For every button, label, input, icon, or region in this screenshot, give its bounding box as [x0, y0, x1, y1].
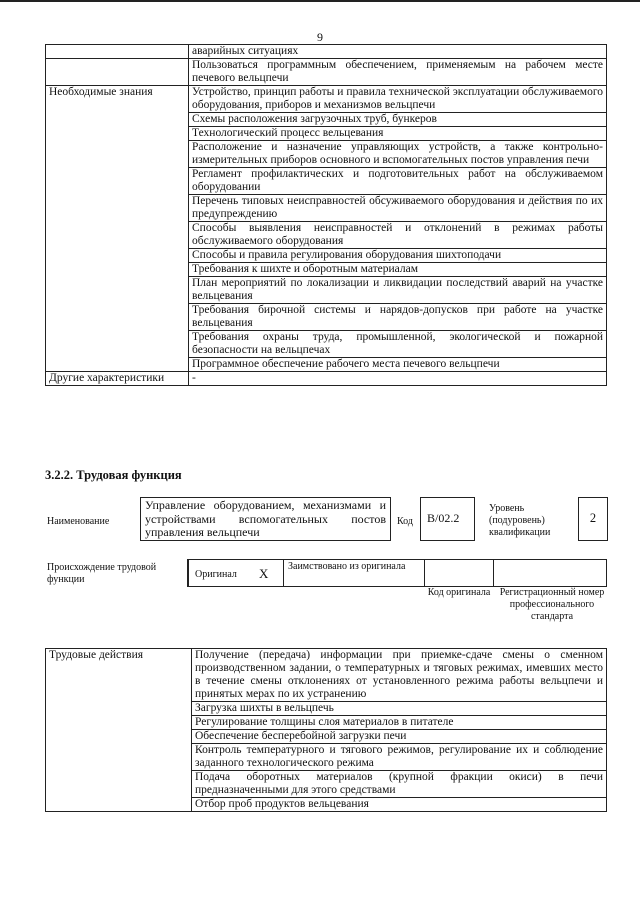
- knowledge-item: Способы и правила регулирования оборудования шихтоподачи: [189, 249, 607, 263]
- actions-label: Трудовые действия: [46, 649, 192, 812]
- action-item: Регулирование толщины слоя материалов в питателе: [192, 716, 607, 730]
- borrowed-label: Заимствовано из оригинала: [288, 561, 406, 572]
- reg-number-label: Регистрационный номер профессионального стандарта: [499, 587, 605, 622]
- knowledge-item: Требования охраны труда, промышленной, экологической и пожарной безопасности на вельцпечах: [189, 331, 607, 358]
- skill-cell: аварийных ситуациях: [189, 45, 607, 59]
- knowledge-item: Программное обеспечение рабочего места печевого вельцпечи: [189, 358, 607, 372]
- action-item: Подача оборотных материалов (крупной фракции окиси) в печи предназначенными для этого средствами: [192, 771, 607, 798]
- knowledge-table: [45, 44, 607, 386]
- section-heading: 3.2.2. Трудовая функция: [45, 468, 182, 482]
- origin-label: Происхождение трудовой функции: [47, 562, 157, 585]
- action-item: Загрузка шихты в вельцпечь: [192, 702, 607, 716]
- function-code: B/02.2: [420, 497, 475, 541]
- page-number: 9: [317, 30, 323, 44]
- original-cell: [188, 559, 284, 587]
- original-label: Оригинал: [195, 569, 237, 580]
- other-characteristics-label: Другие характеристики: [46, 372, 189, 386]
- action-item: Обеспечение бесперебойной загрузки печи: [192, 730, 607, 744]
- action-item: Получение (передача) информации при приемке-сдаче смены о сменном производственном задании, о температурных и тяговых режимах, имевших место в течение смены отклонениях от установленного режима работы вельцпечи и принятых мерах по их устранению: [192, 649, 607, 702]
- level-label: Уровень (подуровень) квалификации: [489, 503, 551, 538]
- code-label: Код: [397, 516, 413, 527]
- code-original-label: Код оригинала: [427, 587, 491, 598]
- table-row: [46, 372, 607, 386]
- qualification-level: 2: [578, 497, 608, 541]
- table-row: [46, 45, 607, 59]
- table-row: [46, 86, 607, 113]
- skill-cell: Пользоваться программным обеспечением, применяемым на рабочем месте печевого вельцпечи: [189, 59, 607, 86]
- knowledge-item: Требования к шихте и оборотным материалам: [189, 263, 607, 277]
- knowledge-item: Способы выявления неисправностей и отклонений в режимах работы обслуживаемого оборудования: [189, 222, 607, 249]
- knowledge-item: Схемы расположения загрузочных труб, бункеров: [189, 113, 607, 127]
- other-characteristics-value: -: [189, 372, 607, 386]
- knowledge-item: Устройство, принцип работы и правила технической эксплуатации обслуживаемого оборудования, приборов и механизмов вельцпечи: [189, 86, 607, 113]
- table-row: [46, 649, 607, 702]
- knowledge-item: Требования бирочной системы и нарядов-допусков при работе на участке вельцевания: [189, 304, 607, 331]
- knowledge-label: Необходимые знания: [46, 86, 189, 372]
- origin-row: [187, 559, 607, 587]
- original-mark: X: [259, 566, 269, 581]
- top-rule: [0, 0, 640, 2]
- original-code-cell: [424, 559, 494, 587]
- actions-table: [45, 648, 607, 812]
- knowledge-item: Технологический процесс вельцевания: [189, 127, 607, 141]
- borrowed-cell: [283, 559, 425, 587]
- knowledge-item: Перечень типовых неисправностей обсуживаемого оборудования и действия по их предупреждению: [189, 195, 607, 222]
- action-item: Отбор проб продуктов вельцевания: [192, 798, 607, 812]
- function-name: Управление оборудованием, механизмами и устройствами вспомогательных постов управления вельцпечи: [140, 497, 391, 541]
- name-label: Наименование: [47, 516, 110, 527]
- knowledge-item: Регламент профилактических и подготовительных работ на обслуживаемом оборудовании: [189, 168, 607, 195]
- table-row: [46, 59, 607, 86]
- knowledge-item: План мероприятий по локализации и ликвидации последствий аварий на участке вельцевания: [189, 277, 607, 304]
- knowledge-item: Расположение и назначение управляющих устройств, а также контрольно-измерительных приборов основного и вспомогательных постов управления печи: [189, 141, 607, 168]
- action-item: Контроль температурного и тягового режимов, регулирование их и соблюдение заданного технологического режима: [192, 744, 607, 771]
